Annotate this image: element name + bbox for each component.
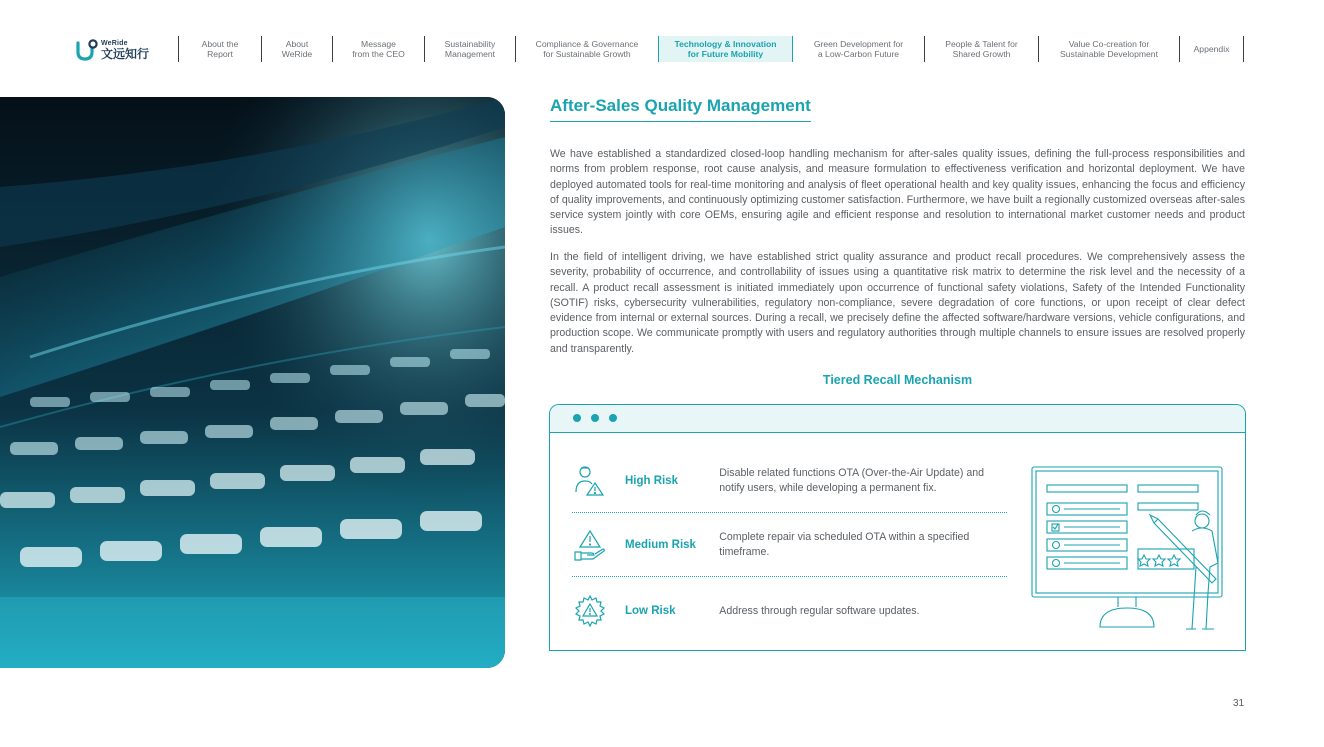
paragraph-after-sales: We have established a standardized closed-loop handling mechanism for after-sales quality issues, defining the full-process responsibilities and norms from problem response, root cause analysis, and measure formulation to effectiveness verification and horizontal deployment. We have deployed automated tools for real-time monitoring and analysis of fleet operational health and key quality issues, enhancing the focus and efficiency of quality improvements, and continuously optimizing customer satisfaction. Furthermore, we have built a regionally customized overseas after-sales service system jointly with core OEMs, ensuring agile and efficient response and resolution to international market customer needs and product issues. [550, 148, 1245, 237]
nav-appendix[interactable]: Appendix [1179, 36, 1244, 62]
hand-warning-icon [573, 528, 607, 562]
nav-technology-innovation[interactable]: Technology & Innovation for Future Mobility [658, 36, 793, 62]
nav-sustainability-management[interactable]: Sustainability Management [424, 36, 515, 62]
window-dot-icon [573, 414, 581, 422]
risk-desc-low: Address through regular software updates. [719, 604, 920, 617]
weride-logo-mark-icon [76, 39, 98, 61]
person-warning-icon [573, 464, 607, 498]
logo-brand-en: WeRide [101, 40, 128, 47]
recall-mechanism-title: Tiered Recall Mechanism [822, 373, 973, 387]
nav-about-weride[interactable]: About WeRide [261, 36, 332, 62]
section-heading: After-Sales Quality Management [550, 96, 811, 122]
nav-compliance-governance[interactable]: Compliance & Governance for Sustainable Growth [515, 36, 658, 62]
keyboard-hero-photo [0, 97, 505, 668]
risk-label-medium: Medium Risk [625, 538, 696, 551]
nav-green-development[interactable]: Green Development for a Low-Carbon Future [813, 39, 904, 59]
monitor-review-illustration [1030, 463, 1230, 638]
risk-desc-medium: Complete repair via scheduled OTA within a specified timeframe. [719, 530, 970, 558]
nav-about-report[interactable]: About the Report [178, 36, 261, 62]
risk-label-low: Low Risk [625, 605, 676, 617]
weride-logo[interactable] [76, 38, 156, 62]
top-navigation [178, 36, 1244, 62]
nav-value-cocreation[interactable]: Value Co-creation for Sustainable Development [1038, 36, 1179, 62]
recall-panel [549, 404, 1246, 651]
risk-row-medium [572, 513, 1007, 577]
risk-row-low [572, 579, 1007, 643]
risk-label-high: High Risk [625, 474, 679, 487]
nav-people-talent[interactable]: People & Talent for Shared Growth [924, 36, 1038, 62]
paragraph-recall-procedure: In the field of intelligent driving, we have established strict quality assurance and product recall procedures. We comprehensively assess the severity, probability of occurrence, and controllability of issues using a quantitative risk matrix to determine the risk level and the necessity of a recall. A product recall assessment is initiated immediately upon occurrence of functional safety violations, Safety of the Intended Functionality (SOTIF) risks, cybersecurity vulnerabilities, regulatory non-compliance, severe degradation of core functions, or upon receipt of clear defect evidence from internal or external sources. During a recall, we precisely define the affected software/hardware versions, vehicle configurations, and production scope. We communicate promptly with users and regulatory authorities through multiple channels to ensure issues are resolved properly and transparently. [550, 251, 1245, 355]
nav-message-ceo[interactable]: Message from the CEO [332, 36, 424, 62]
logo-brand-cn: 文远知行 [101, 47, 150, 61]
window-dot-icon [609, 414, 617, 422]
risk-desc-high: Disable related functions OTA (Over-the-Air Update) and notify users, while developing a permanent fix. [719, 466, 985, 494]
risk-row-high [572, 449, 1007, 513]
gear-warning-icon [573, 594, 607, 628]
window-dot-icon [591, 414, 599, 422]
page-number: 31 [1233, 698, 1245, 709]
panel-window-bar [550, 405, 1245, 433]
